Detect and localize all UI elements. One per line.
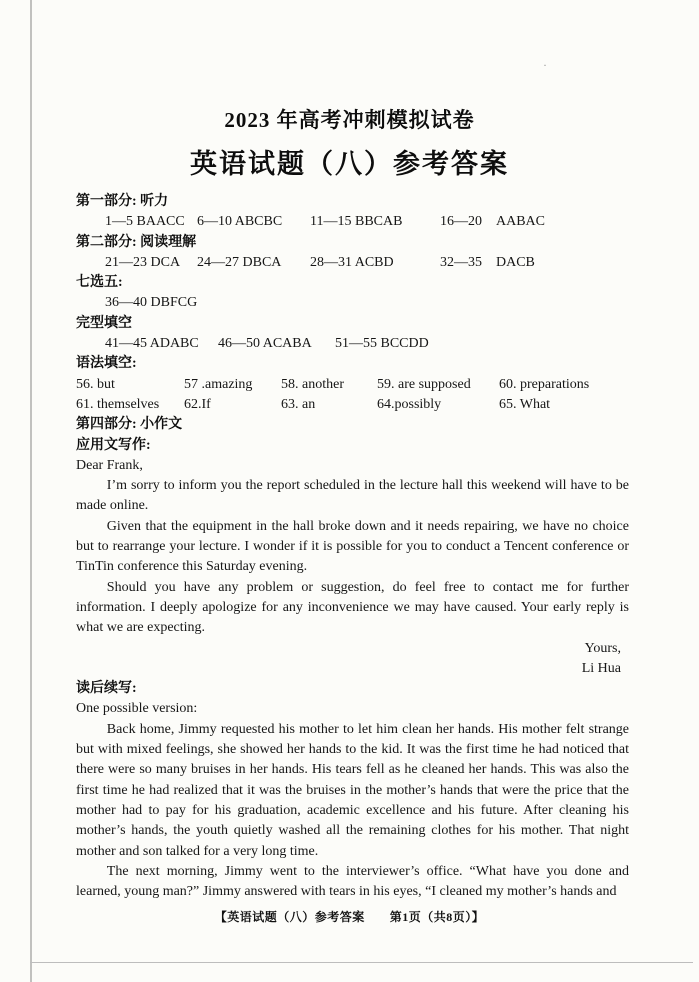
answers-reading	[76, 253, 629, 273]
answers-listening	[76, 212, 629, 232]
answer-group: 32—35 DACB	[440, 254, 535, 270]
answers-cloze	[76, 334, 629, 354]
heading-reading: 第二部分: 阅读理解	[76, 234, 197, 250]
answers-grammar-row1	[76, 375, 629, 395]
answer-item: 59. are supposed	[377, 376, 471, 392]
letter-paragraph: Should you have any problem or suggestion, do feel free to contact me for further information. I deeply apologize for any inconvenience we may have caused. Your early reply is what we are expecting.	[76, 579, 629, 636]
answer-group: 11—15 BBCAB	[310, 214, 403, 230]
continuation-intro: One possible version:	[76, 701, 198, 717]
answer-item: 63. an	[281, 396, 316, 412]
scan-bottom-line	[30, 962, 693, 963]
answer-item: 60. preparations	[499, 376, 590, 392]
heading-part4: 第四部分: 小作文	[76, 417, 183, 433]
heading-listening: 第一部分: 听力	[76, 194, 169, 209]
letter-salutation: Dear Frank,	[76, 457, 143, 473]
answer-group: 46—50 ACABA	[218, 336, 312, 352]
answer-group: 36—40 DBFCG	[105, 295, 198, 311]
heading-applied-writing: 应用文写作:	[76, 437, 151, 453]
scan-speck: ·	[543, 58, 547, 72]
continuation-paragraph: Back home, Jimmy requested his mother to let him clean her hands. His mother felt strange but with mixed feelings, she showed her hands to the kid. It was the first time he had noticed that there were so many bruises in her hands. His tears fell as he cleaned her hands. This was also the first time he had realized that it was the bruises in the mother’s hands that were the price that the mother had to pay for his graduation, academic excellence and his future. After cleaning his mother’s hands, the youth quietly washed all the remaining clothes for his mother. That night mother and son talked for a very long time.	[76, 721, 629, 859]
letter-paragraph: Given that the equipment in the hall broke down and it needs repairing, we have no choice but to rearrange your lecture. I wonder if it is possible for you to conduct a Tencent conference or TinTin conference this Saturday evening.	[76, 518, 629, 575]
letter-paragraph: I’m sorry to inform you the report scheduled in the lecture hall this weekend will have to be made online.	[76, 478, 629, 514]
answer-content	[76, 192, 629, 902]
page-footer: 【英语试题（八）参考答案 第1页（共8页）】	[214, 910, 485, 924]
answer-group: 6—10 ABCBC	[197, 214, 283, 230]
answer-item: 56. but	[76, 376, 115, 392]
heading-grammar: 语法填空:	[76, 356, 137, 372]
answer-group: 21—23 DCA	[105, 254, 181, 270]
answers-grammar-row2	[76, 395, 629, 415]
answer-item: 65. What	[499, 396, 551, 412]
exam-subtitle: 英语试题（八）参考答案	[190, 149, 509, 179]
answer-group: 24—27 DBCA	[197, 254, 282, 270]
answer-item: 57 .amazing	[184, 376, 253, 392]
letter-signature: Li Hua	[581, 660, 621, 676]
answer-group: 1—5 BAACC	[105, 214, 185, 230]
heading-seven-choose-five: 七选五:	[76, 275, 123, 291]
heading-continuation-writing: 读后续写:	[76, 681, 137, 697]
answer-group: 41—45 ADABC	[105, 336, 199, 352]
answer-item: 58. another	[281, 376, 344, 392]
answers-seven-choose-five	[76, 293, 629, 313]
answer-group: 16—20 AABAC	[440, 214, 546, 230]
answer-group: 28—31 ACBD	[310, 254, 394, 270]
answer-item: 62.If	[184, 396, 211, 412]
answer-item: 64.possibly	[377, 396, 442, 412]
answer-item: 61. themselves	[76, 396, 160, 412]
heading-cloze: 完型填空	[76, 315, 132, 331]
letter-closing: Yours,	[584, 640, 621, 656]
answer-group: 51—55 BCCDD	[335, 336, 429, 352]
continuation-paragraph: The next morning, Jimmy went to the interviewer’s office. “What have you done and learned, young man?” Jimmy answered with tears in his eyes, “I cleaned my mother’s hands and	[76, 863, 629, 900]
exam-title: 2023 年高考冲刺模拟试卷	[224, 108, 475, 132]
